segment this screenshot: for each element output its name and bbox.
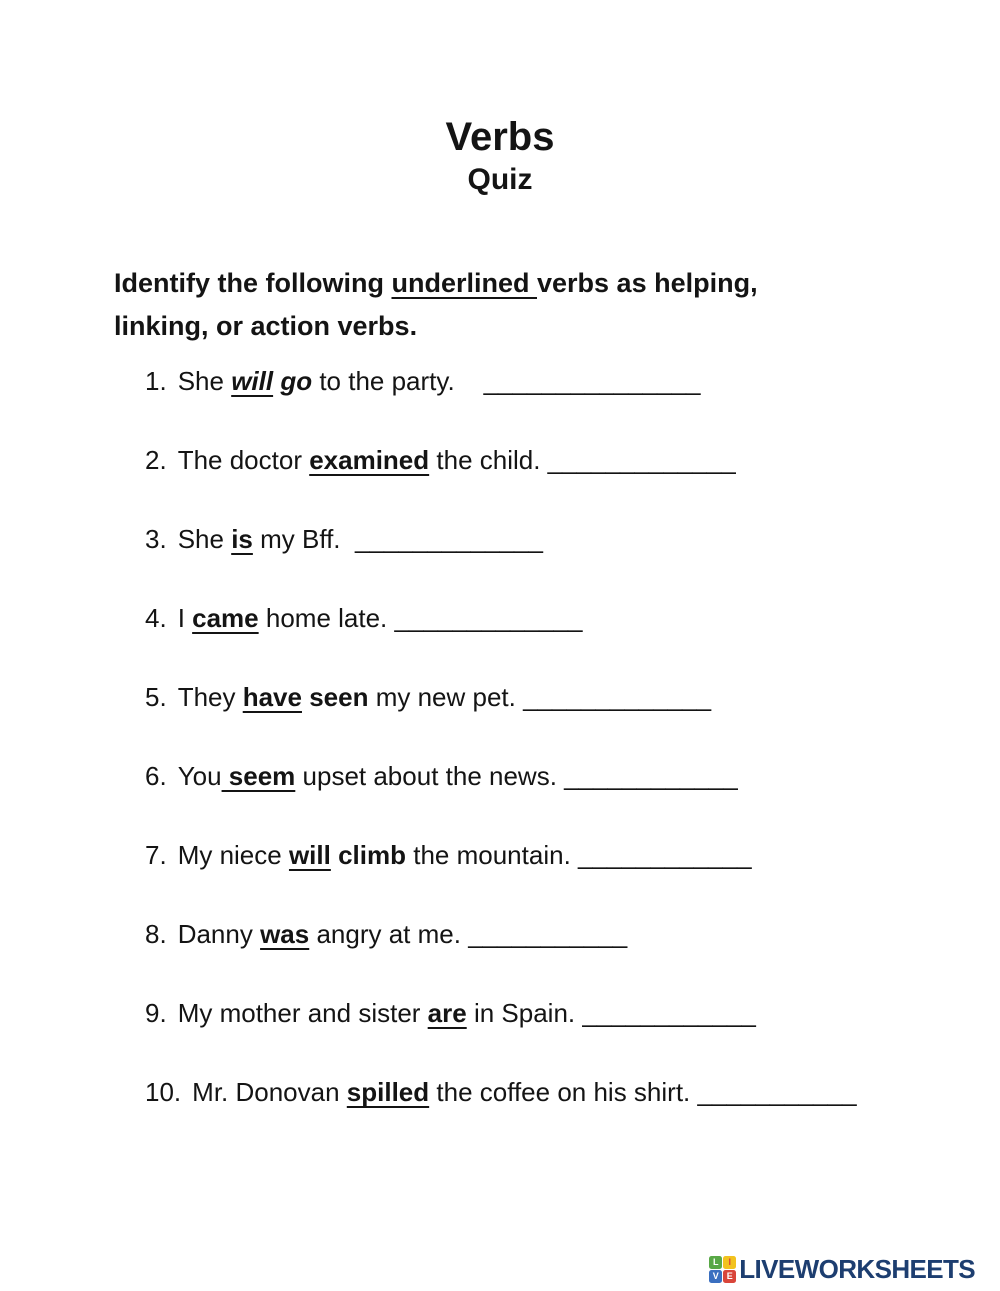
text-segment: in Spain.	[466, 998, 583, 1028]
answer-blank[interactable]: _______________	[483, 366, 701, 396]
text-segment: the coffee on his shirt.	[429, 1077, 698, 1107]
text-segment: seem	[221, 761, 296, 791]
answer-blank[interactable]: _____________	[547, 445, 736, 475]
text-segment: spilled	[346, 1077, 430, 1107]
answer-blank[interactable]: _____________	[354, 524, 543, 554]
instructions-post: verbs as helping,	[537, 268, 758, 298]
text-segment: upset about the news.	[295, 761, 565, 791]
text-segment	[331, 840, 338, 870]
text-segment: will	[288, 840, 331, 870]
instructions-line2: linking, or action verbs.	[114, 311, 418, 341]
question-row	[145, 522, 970, 556]
logo-letter-tile: I	[723, 1256, 736, 1269]
text-segment: will	[231, 366, 274, 396]
text-segment: The doctor	[177, 445, 310, 475]
text-segment: the mountain.	[406, 840, 579, 870]
text-segment: examined	[309, 445, 430, 475]
text-segment: home late.	[258, 603, 395, 633]
text-segment: I	[177, 603, 193, 633]
question-text	[178, 917, 970, 951]
question-number: 2.	[145, 445, 167, 475]
text-segment: You	[177, 761, 222, 791]
logo-letter-tile: V	[709, 1270, 722, 1283]
text-segment: She	[177, 366, 232, 396]
answer-blank[interactable]: ____________	[564, 761, 738, 791]
text-segment: My niece	[177, 840, 289, 870]
answer-blank[interactable]: _____________	[394, 603, 583, 633]
question-number: 7.	[145, 840, 167, 870]
page-title: Verbs	[445, 115, 555, 159]
question-number: 1.	[145, 366, 167, 396]
instructions-pre: Identify the following	[114, 268, 392, 298]
question-number: 10.	[145, 1077, 182, 1107]
answer-blank[interactable]: ___________	[697, 1077, 857, 1107]
question-row	[145, 759, 970, 793]
question-text	[178, 364, 970, 398]
instructions-line1	[114, 262, 940, 305]
text-segment: climb	[338, 840, 407, 870]
question-row	[145, 838, 970, 872]
logo-letter-tile: L	[709, 1256, 722, 1269]
text-segment: They	[177, 682, 243, 712]
question-text	[192, 1075, 970, 1109]
questions-list	[145, 364, 970, 1154]
text-segment: to the party.	[312, 366, 484, 396]
question-text	[178, 996, 970, 1030]
question-row	[145, 1075, 970, 1109]
title-block	[0, 114, 1000, 198]
question-number: 6.	[145, 761, 167, 791]
question-number: 9.	[145, 998, 167, 1028]
text-segment: was	[260, 919, 310, 949]
instructions	[114, 262, 940, 348]
text-segment: angry at me.	[309, 919, 469, 949]
question-number: 5.	[145, 682, 167, 712]
page-subtitle: Quiz	[467, 163, 533, 196]
question-row	[145, 917, 970, 951]
instructions-underlined-word: underlined	[391, 268, 537, 298]
question-row	[145, 996, 970, 1030]
question-row	[145, 364, 970, 398]
answer-blank[interactable]: ___________	[468, 919, 628, 949]
question-text	[178, 838, 970, 872]
text-segment: have	[242, 682, 302, 712]
question-text	[178, 680, 970, 714]
question-text	[178, 522, 970, 556]
text-segment: is	[231, 524, 253, 554]
text-segment: the child.	[429, 445, 548, 475]
question-number: 8.	[145, 919, 167, 949]
answer-blank[interactable]: _____________	[523, 682, 712, 712]
question-text	[178, 443, 970, 477]
text-segment: She	[177, 524, 232, 554]
question-row	[145, 443, 970, 477]
answer-blank[interactable]: ____________	[582, 998, 756, 1028]
question-row	[145, 680, 970, 714]
question-number: 3.	[145, 524, 167, 554]
question-row	[145, 601, 970, 635]
liveworksheets-icon	[709, 1256, 736, 1283]
text-segment: came	[192, 603, 259, 633]
liveworksheets-logo	[709, 1254, 975, 1285]
text-segment: go	[280, 366, 313, 396]
text-segment: are	[427, 998, 467, 1028]
text-segment: My mother and sister	[177, 998, 428, 1028]
question-text	[178, 759, 970, 793]
text-segment: Danny	[177, 919, 261, 949]
text-segment: my new pet.	[368, 682, 524, 712]
text-segment: Mr. Donovan	[192, 1077, 347, 1107]
answer-blank[interactable]: ____________	[578, 840, 752, 870]
text-segment: seen	[309, 682, 369, 712]
text-segment: my Bff.	[252, 524, 355, 554]
question-number: 4.	[145, 603, 167, 633]
question-text	[178, 601, 970, 635]
logo-letter-tile: E	[723, 1270, 736, 1283]
liveworksheets-logo-text: LIVEWORKSHEETS	[739, 1254, 975, 1284]
